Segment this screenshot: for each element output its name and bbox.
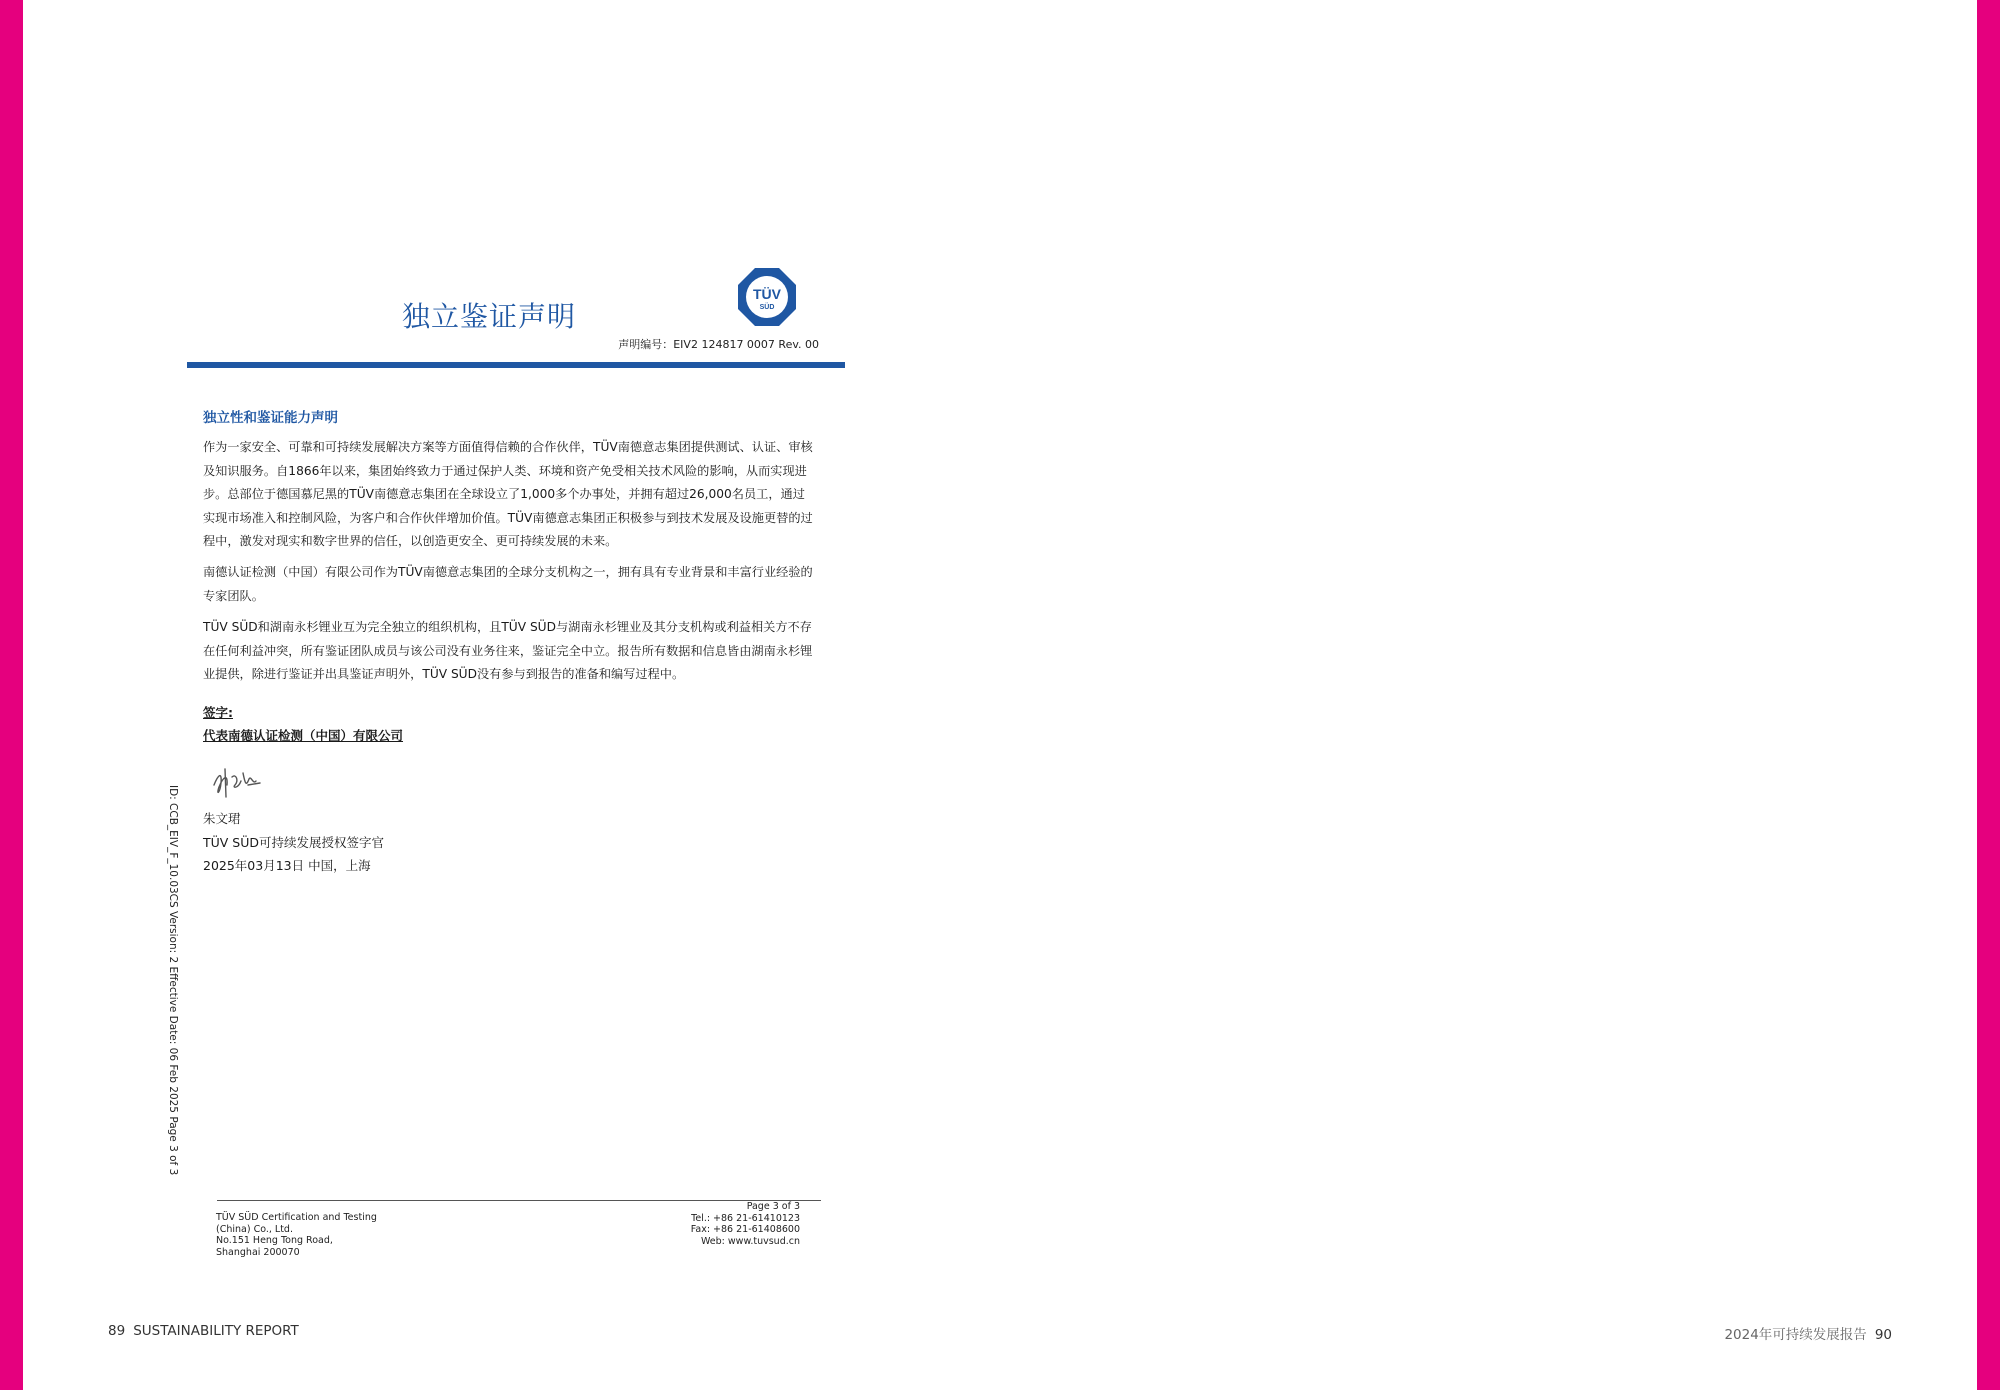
left-report-label: SUSTAINABILITY REPORT xyxy=(133,1323,299,1339)
svg-text:TÜV: TÜV xyxy=(753,286,781,302)
section-heading: 独立性和鉴证能力声明 xyxy=(203,410,338,426)
right-page-footer xyxy=(1724,1323,1892,1343)
paragraph-1: 作为一家安全、可靠和可持续发展解决方案等方面值得信赖的合作伙伴，TÜV南德意志集团提供测试、认证、审核及知识服务。自1866年以来，集团始终致力于通过保护人类、环境和资产免受相关技术风险的影响，从而实现进步。总部位于德国慕尼黑的TÜV南德意志集团在全球设立了1,000多个办事处，并拥有超过26,000名员工，通过实现市场准入和控制风险，为客户和合作伙伴增加价值。TÜV南德意志集团正积极参与到技术发展及设施更替的过程中，激发对现实和数字世界的信任，以创造更安全、更可持续发展的未来。 xyxy=(203,440,813,548)
address-line: Shanghai 200070 xyxy=(216,1246,300,1258)
footer-contact xyxy=(640,1201,800,1247)
signature-label: 签字: xyxy=(203,705,233,720)
right-edge-stripe xyxy=(1977,0,2000,1390)
signing-date-place: 2025年03月13日 中国，上海 xyxy=(203,858,371,873)
left-edge-stripe xyxy=(0,0,23,1390)
document-id-vertical: ID: CCB_EIV_F_10.03CS Version: 2 Effective Date: 06 Feb 2025 Page 3 of 3 xyxy=(167,785,179,1176)
statement-number: 声明编号：EIV2 124817 0007 Rev. 00 xyxy=(618,338,819,351)
certificate-title: 独立鉴证声明 xyxy=(402,300,577,333)
svg-text:SÜD: SÜD xyxy=(759,304,775,311)
address-line: No.151 Heng Tong Road, xyxy=(216,1235,333,1247)
address-line: (China) Co., Ltd. xyxy=(216,1223,293,1235)
contact-line: Web: www.tuvsud.cn xyxy=(700,1235,800,1247)
footer-page-indicator: Page 3 of 3 xyxy=(746,1201,800,1212)
paragraph-2: 南德认证检测（中国）有限公司作为TÜV南德意志集团的全球分支机构之一，拥有具有专业背景和丰富行业经验的专家团队。 xyxy=(203,565,813,603)
signer-title: TÜV SÜD可持续发展授权签字官 xyxy=(203,835,385,850)
right-page-number: 90 xyxy=(1874,1327,1892,1343)
contact-line: Tel.: +86 21-61410123 xyxy=(691,1212,800,1224)
tuv-sud-logo xyxy=(737,267,797,327)
address-line: TÜV SÜD Certification and Testing xyxy=(216,1212,377,1223)
signing-organization: 代表南德认证检测（中国）有限公司 xyxy=(203,728,404,743)
left-page-number: 89 xyxy=(108,1323,126,1339)
handwritten-signature xyxy=(208,763,263,799)
header-divider xyxy=(187,362,845,368)
left-page-footer xyxy=(108,1323,299,1339)
signer-name: 朱文珺 xyxy=(203,811,241,826)
footer-address xyxy=(216,1212,377,1258)
right-report-label: 2024年可持续发展报告 xyxy=(1724,1327,1867,1343)
paragraph-3: TÜV SÜD和湖南永杉锂业互为完全独立的组织机构，且TÜV SÜD与湖南永杉锂业及其分支机构或利益相关方不存在任何利益冲突，所有鉴证团队成员与该公司没有业务往来，鉴证完全中立。报告所有数据和信息皆由湖南永杉锂业提供，除进行鉴证并出具鉴证声明外，TÜV SÜD没有参与到报告的准备和编写过程中。 xyxy=(203,620,813,681)
contact-line: Fax: +86 21-61408600 xyxy=(690,1224,800,1236)
